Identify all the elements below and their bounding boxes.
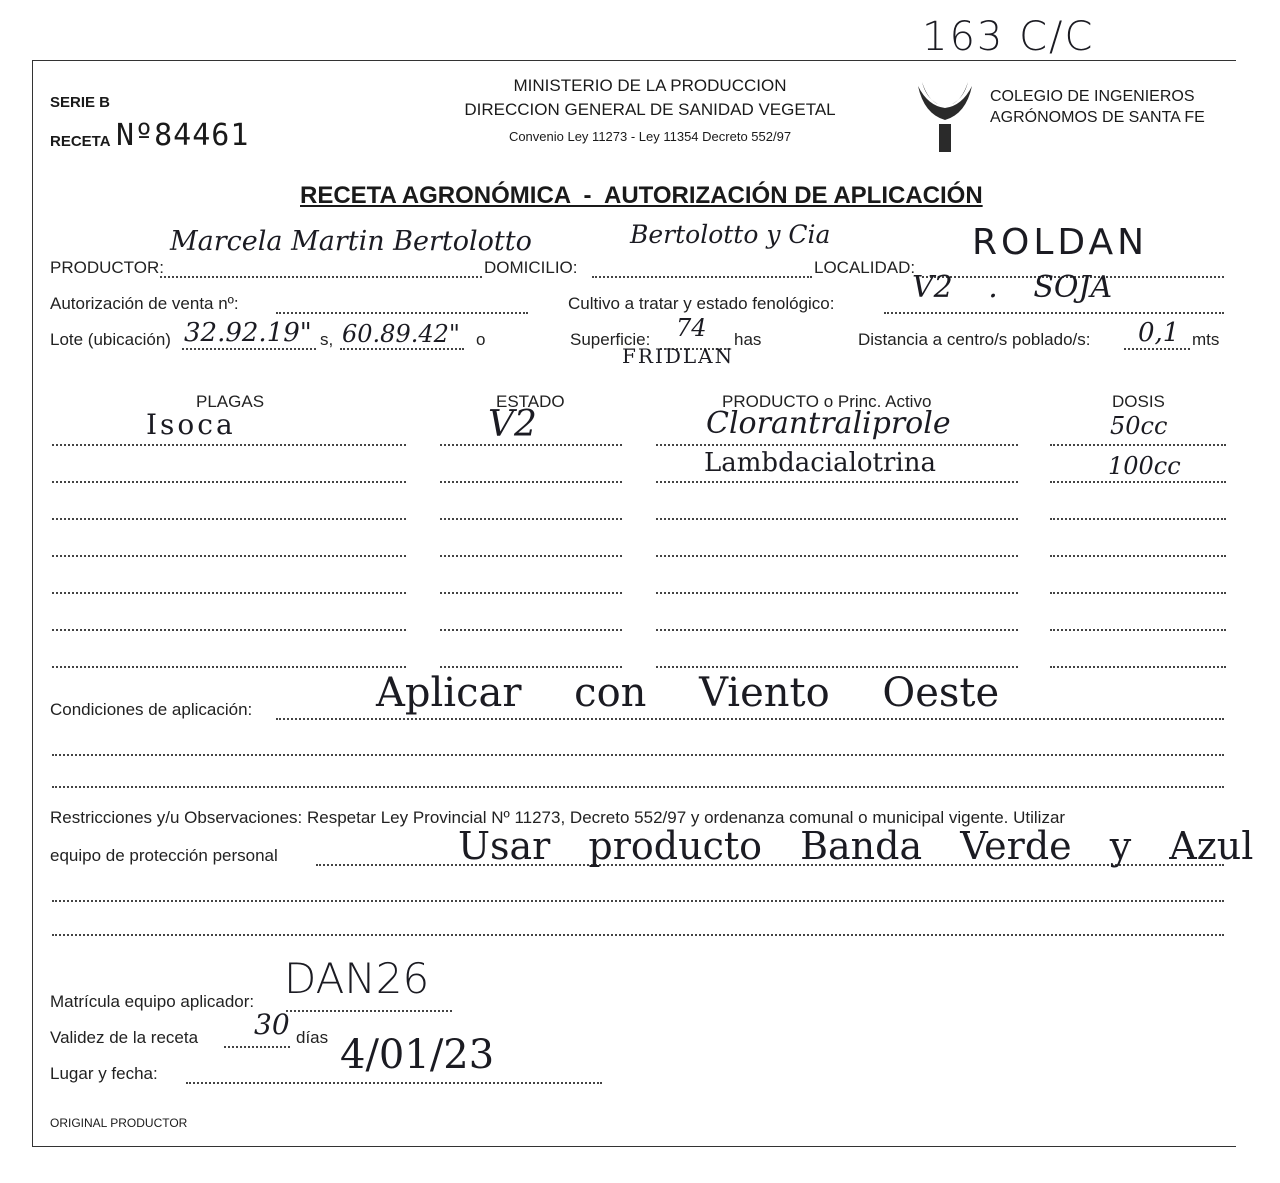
- lote-s-value: 32.92.19": [184, 318, 312, 348]
- lote-s-label: s,: [320, 330, 334, 349]
- lote-s-dots: [182, 348, 316, 350]
- estado-line: [440, 592, 622, 594]
- producto-line: [656, 592, 1018, 594]
- producto-line: [656, 481, 1018, 483]
- cultivo-value: V2 . SOJA: [912, 270, 1113, 305]
- distancia-dots: [1124, 348, 1190, 350]
- restricciones-dots-2: [52, 900, 1224, 902]
- lote-label: Lote (ubicación): [50, 330, 171, 349]
- producto-line: [656, 444, 1018, 446]
- receta-number: Nº84461: [116, 118, 250, 153]
- estado-line: [440, 629, 622, 631]
- domicilio-dots: [592, 276, 812, 278]
- college-logo: [914, 80, 976, 152]
- cultivo-dots: [884, 312, 1224, 314]
- validez-dots: [224, 1046, 290, 1048]
- equipo-label: equipo de protección personal: [50, 846, 278, 865]
- plagas-line: [52, 666, 406, 668]
- estado-header: ESTADO: [496, 392, 565, 411]
- lote-o-value: 60.89.42": [342, 320, 460, 348]
- domicilio-label: DOMICILIO:: [484, 258, 578, 277]
- plagas-line: [52, 555, 406, 557]
- dias-label: días: [296, 1028, 329, 1047]
- producto-header: PRODUCTO o Princ. Activo: [722, 392, 932, 411]
- dosis-line: [1050, 444, 1226, 446]
- localidad-label: LOCALIDAD:: [814, 258, 916, 277]
- cultivo-label: Cultivo a tratar y estado fenológico:: [568, 294, 835, 313]
- matricula-value: DAN26: [284, 954, 430, 1003]
- plagas-line: [52, 629, 406, 631]
- frame-top-line: [32, 60, 1236, 61]
- producto-line: [656, 518, 1018, 520]
- restricciones-dots-3: [52, 934, 1224, 936]
- lote-o-dots: [340, 348, 464, 350]
- plagas-line: [52, 444, 406, 446]
- distancia-label: Distancia a centro/s poblado/s:: [858, 330, 1091, 349]
- dosis-line: [1050, 481, 1226, 483]
- productor-label: PRODUCTOR:: [50, 258, 164, 277]
- has-label: has: [734, 330, 762, 349]
- producto-line: [656, 629, 1018, 631]
- plagas-line: [52, 481, 406, 483]
- dosis-2-value: 100cc: [1108, 452, 1181, 480]
- fecha-value: 4/01/23: [340, 1032, 495, 1078]
- producto-line: [656, 666, 1018, 668]
- plagas-line: [52, 518, 406, 520]
- serie-label: SERIE B: [50, 94, 111, 111]
- autorizacion-label: Autorización de venta nº:: [50, 294, 239, 313]
- dosis-line: [1050, 518, 1226, 520]
- estado-line: [440, 666, 622, 668]
- restricciones-text: Restricciones y/u Observaciones: Respetar Ley Provincial Nº 11273, Decreto 552/97 y ordenanza comunal o municipal vigente. Utilizar: [50, 808, 1066, 827]
- plagas-line: [52, 592, 406, 594]
- frame-bottom-line: [32, 1146, 1236, 1147]
- validez-label: Validez de la receta: [50, 1028, 199, 1047]
- distancia-value: 0,1: [1138, 318, 1180, 348]
- matricula-dots: [286, 1010, 452, 1012]
- condiciones-dots-3: [52, 786, 1224, 788]
- productor-value: Marcela Martin Bertolotto: [170, 226, 532, 257]
- plaga-1-value: Isoca: [146, 408, 236, 441]
- lugar-label: Lugar y fecha:: [50, 1064, 158, 1083]
- ministry-line-1: MINISTERIO DE LA PRODUCCION: [513, 76, 787, 95]
- condiciones-dots-2: [52, 754, 1224, 756]
- dosis-line: [1050, 666, 1226, 668]
- lugar-dots: [186, 1082, 602, 1084]
- college-name: [990, 86, 1205, 128]
- domicilio-value: Bertolotto y Cia: [630, 220, 831, 249]
- estado-line: [440, 481, 622, 483]
- condiciones-dots: [276, 718, 1224, 720]
- frame-left-line: [32, 60, 33, 1146]
- superficie-value: 74: [676, 314, 707, 342]
- mts-label: mts: [1192, 330, 1220, 349]
- ministry-header: [430, 74, 870, 152]
- producto-line: [656, 555, 1018, 557]
- dosis-header: DOSIS: [1112, 392, 1165, 411]
- matricula-label: Matrícula equipo aplicador:: [50, 992, 255, 1011]
- ministry-line-3: Convenio Ley 11273 - Ley 11354 Decreto 552/97: [508, 129, 792, 144]
- estado-line: [440, 518, 622, 520]
- corner-note: 163 C/C: [922, 14, 1095, 60]
- receta-label: RECETA: [50, 133, 111, 150]
- document-title: RECETA AGRONÓMICA - AUTORIZACIÓN DE APLICACIÓN: [300, 182, 983, 209]
- original-productor-label: ORIGINAL PRODUCTOR: [50, 1116, 188, 1130]
- condiciones-value: Aplicar con Viento Oeste: [376, 670, 1000, 716]
- dosis-line: [1050, 555, 1226, 557]
- dosis-1-value: 50cc: [1110, 412, 1168, 440]
- college-line-2: AGRÓNOMOS DE SANTA FE: [990, 109, 1205, 126]
- college-line-1: COLEGIO DE INGENIEROS: [990, 88, 1195, 105]
- equipo-value: Usar producto Banda Verde y Azul: [458, 824, 1254, 868]
- localidad-value: ROLDAN: [972, 222, 1149, 263]
- producto-1-value: Clorantraliprole: [706, 406, 951, 441]
- producto-2-value: Lambdacialotrina: [704, 448, 936, 478]
- estado-1-value: V2: [488, 404, 537, 445]
- dosis-line: [1050, 592, 1226, 594]
- validez-value: 30: [254, 1008, 290, 1041]
- estado-line: [440, 555, 622, 557]
- lote-o-label: o: [476, 330, 486, 349]
- condiciones-label: Condiciones de aplicación:: [50, 700, 253, 719]
- dosis-line: [1050, 629, 1226, 631]
- superficie-label: Superficie:: [570, 330, 651, 349]
- superficie-note: FRIDLAN: [622, 344, 735, 368]
- plagas-header: PLAGAS: [196, 392, 265, 411]
- productor-dots: [160, 276, 482, 278]
- ministry-line-2: DIRECCION GENERAL DE SANIDAD VEGETAL: [464, 100, 836, 119]
- autorizacion-dots: [276, 312, 528, 314]
